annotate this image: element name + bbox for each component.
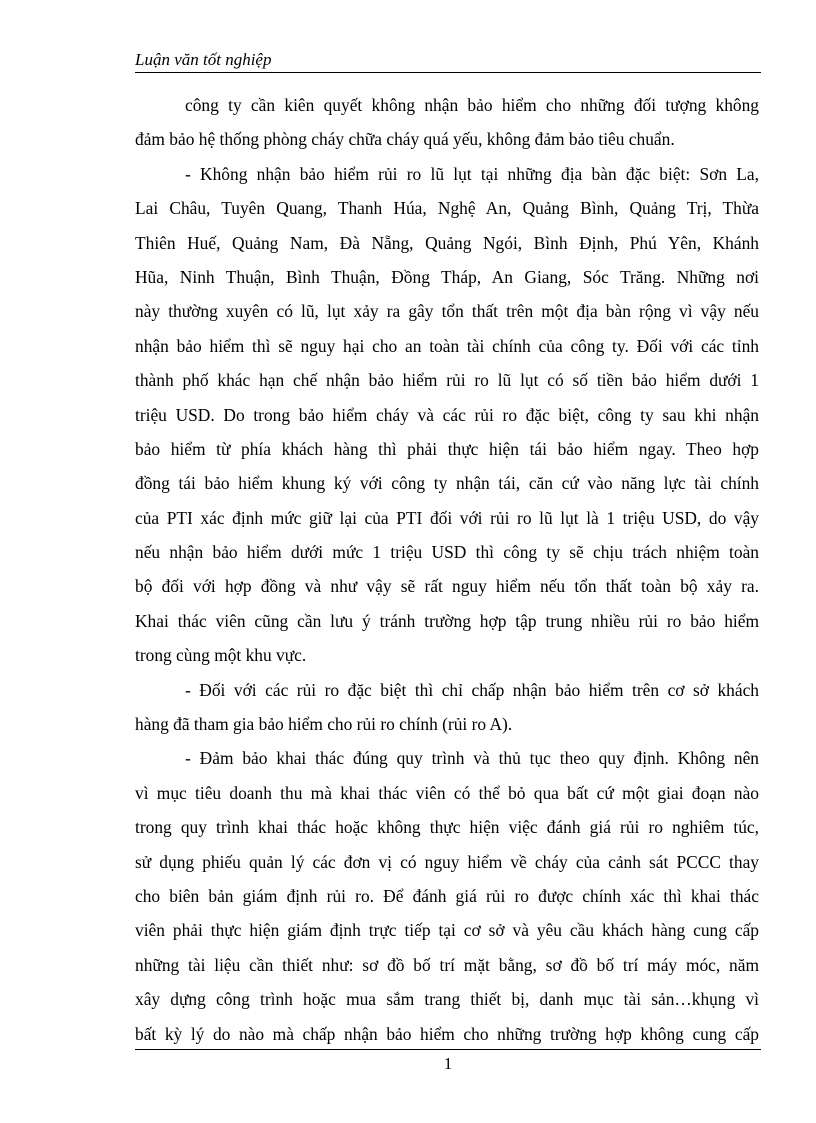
body-text xyxy=(135,88,759,1051)
text-line: bảo hiểm từ phía khách hàng thì phải thực hiện tái bảo hiểm ngay. Theo hợp xyxy=(135,438,759,459)
page-header xyxy=(135,50,761,73)
text-line: trong quy trình khai thác hoặc không thực hiện việc đánh giá rủi ro nghiêm túc, xyxy=(135,817,759,838)
text-line: trong cùng một khu vực. xyxy=(135,645,307,666)
text-line: - Đối với các rủi ro đặc biệt thì chỉ chấp nhận bảo hiểm trên cơ sở khách xyxy=(185,679,759,700)
text-line: vì mục tiêu doanh thu mà khai thác viên có thể bỏ qua bất cứ một giai đoạn nào xyxy=(135,782,759,803)
text-line: công ty cần kiên quyết không nhận bảo hiểm cho những đối tượng không xyxy=(185,95,759,115)
text-line: Lai Châu, Tuyên Quang, Thanh Húa, Nghệ An, Quảng Bình, Quảng Trị, Thừa xyxy=(135,198,759,219)
header-title: Luận văn tốt nghiệp xyxy=(135,50,272,69)
text-line: bất kỳ lý do nào mà chấp nhận bảo hiểm cho những trường hợp không cung cấp xyxy=(135,1023,759,1044)
text-line: Thiên Huế, Quảng Nam, Đà Nẵng, Quảng Ngói, Bình Định, Phú Yên, Khánh xyxy=(135,232,759,253)
text-line: - Không nhận bảo hiểm rủi ro lũ lụt tại những địa bàn đặc biệt: Sơn La, xyxy=(185,163,759,184)
text-line: cho biên bản giám định rủi ro. Để đánh giá rủi ro được chính xác thì khai thác xyxy=(135,885,759,906)
text-line: bộ đối với hợp đồng và như vậy sẽ rất nguy hiểm nếu tổn thất toàn bộ xảy ra. xyxy=(135,576,759,597)
page-number: 1 xyxy=(443,1054,453,1073)
text-line: thành phố khác hạn chế nhận bảo hiểm rủi ro lũ lụt có số tiền bảo hiểm dưới 1 xyxy=(135,370,759,391)
text-line: đồng tái bảo hiểm khung ký với công ty nhận tái, căn cứ vào năng lực tài chính xyxy=(135,473,759,494)
text-line: hàng đã tham gia bảo hiểm cho rủi ro chính (rủi ro A). xyxy=(135,714,513,735)
text-line: này thường xuyên có lũ, lụt xảy ra gây tổn thất trên một địa bàn rộng vì vậy nếu xyxy=(135,301,759,322)
text-line: xây dựng công trình hoặc mua sắm trang thiết bị, danh mục tài sản…khụng vì xyxy=(135,989,759,1010)
text-line: nhận bảo hiểm thì sẽ nguy hại cho an toàn tài chính của công ty. Đối với các tỉnh xyxy=(135,335,759,356)
text-line: triệu USD. Do trong bảo hiểm cháy và các rủi ro đặc biệt, công ty sau khi nhận xyxy=(135,404,759,425)
text-line: Hũa, Ninh Thuận, Bình Thuận, Đồng Tháp, An Giang, Sóc Trăng. Những nơi xyxy=(135,266,759,287)
text-line: viên phải thực hiện giám định trực tiếp tại cơ sở và yêu cầu khách hàng cung cấp xyxy=(135,920,759,941)
text-line: đảm bảo hệ thống phòng cháy chữa cháy quá yếu, không đảm bảo tiêu chuẩn. xyxy=(135,129,675,150)
text-line: những tài liệu cần thiết như: sơ đồ bố trí mặt bằng, sơ đồ bố trí máy móc, năm xyxy=(135,954,759,975)
text-line: Khai thác viên cũng cần lưu ý tránh trường hợp tập trung nhiều rủi ro bảo hiểm xyxy=(135,610,759,631)
text-line: - Đảm bảo khai thác đúng quy trình và thủ tục theo quy định. Không nên xyxy=(185,748,759,769)
footer-divider xyxy=(135,1049,761,1050)
text-line: nếu nhận bảo hiểm dưới mức 1 triệu USD thì công ty sẽ chịu trách nhiệm toàn xyxy=(135,542,759,563)
text-line: của PTI xác định mức giữ lại của PTI đối với rủi ro lũ lụt là 1 triệu USD, do vậy xyxy=(135,507,759,528)
text-line: sử dụng phiếu quản lý các đơn vị có nguy hiểm về cháy của cảnh sát PCCC thay xyxy=(135,851,759,872)
